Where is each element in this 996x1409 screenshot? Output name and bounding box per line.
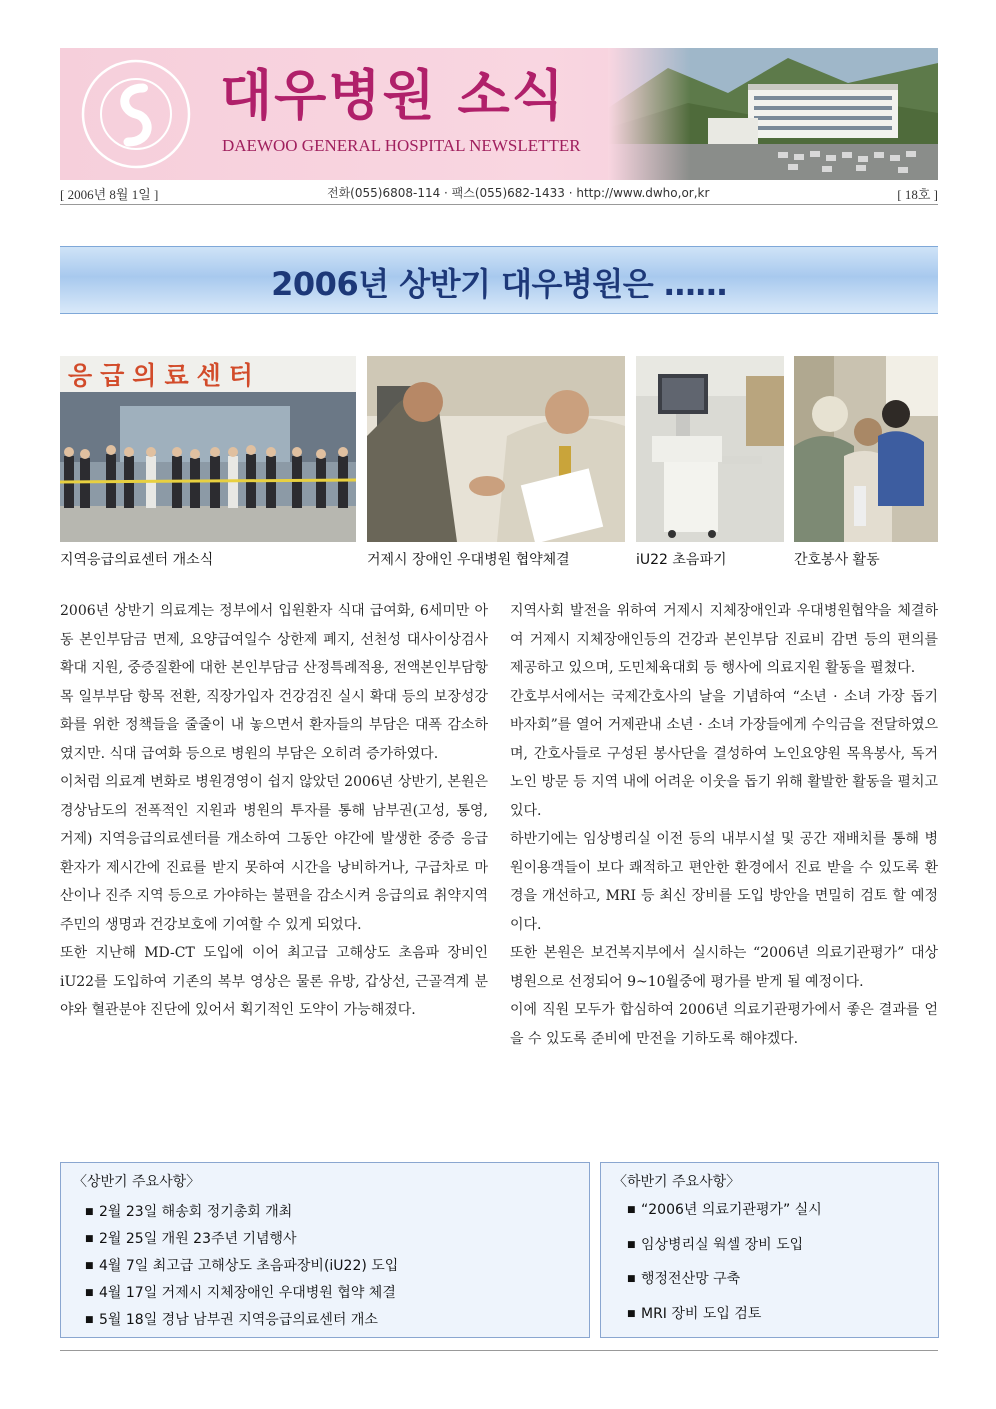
photo-nursing-volunteer	[794, 356, 938, 542]
list-item: ■ 행정전산망 구축	[627, 1262, 822, 1297]
article-paragraph: 이에 직원 모두가 합심하여 2006년 의료기관평가에서 좋은 결과를 얻을 수 있도록 준비에 만전을 기하도록 해야겠다.	[510, 1002, 938, 1047]
newsletter-subtitle: DAEWOO GENERAL HOSPITAL NEWSLETTER	[222, 136, 581, 155]
list-item: ■ 4월 7일 최고급 고해상도 초음파장비(iU22) 도입	[85, 1253, 398, 1280]
article-left-column	[60, 597, 488, 1025]
second-half-summary-box	[600, 1162, 939, 1338]
photo-agreement-signing	[367, 356, 625, 542]
second-half-title: 〈하반기 주요사항〉	[613, 1174, 741, 1190]
first-half-summary-box	[60, 1162, 590, 1338]
footer-divider	[60, 1350, 938, 1351]
photo-caption: 간호봉사 활동	[794, 552, 880, 568]
article-paragraph: 2006년 상반기 의료계는 정부에서 입원환자 식대 급여화, 6세미만 아동 본인부담금 면제, 요양급여일수 상한제 폐지, 선천성 대사이상검사 확대 지원, 중증질환에 대한 본인부담금 산정특례적용, 전액본인부담항목 일부부담 항목 전환, 직장가입자 건강검진 실시 확대 등의 보장성강화를 위한 정책들을 줄줄이 내 놓으면서 환자들의 부담은 대폭 감소하였지만. 식대 급여화 등으로 병원의 부담은 오히려 증가하였다.	[60, 603, 488, 762]
hospital-building-photo	[608, 48, 938, 180]
photo-caption: 지역응급의료센터 개소식	[60, 552, 214, 568]
hospital-logo-emblem	[80, 58, 192, 170]
first-half-title: 〈상반기 주요사항〉	[73, 1174, 201, 1190]
headline-banner	[60, 246, 938, 314]
masthead	[60, 48, 938, 180]
article-paragraph: 간호부서에서는 국제간호사의 날을 기념하여 “소년 · 소녀 가장 돕기 바자회”를 열어 거제관내 소년 · 소녀 가장들에게 수익금을 전달하였으며, 간호사들로 구성된 봉사단을 결성하여 노인요양원 목욕봉사, 독거노인 방문 등 지역 내에 어려운 이웃을 돕기 위해 활발한 활동을 펼치고 있다.	[510, 688, 938, 819]
list-item: ■ MRI 장비 도입 검토	[627, 1297, 822, 1332]
hospital-logo	[80, 58, 192, 170]
article-paragraph: 또한 지난해 MD-CT 도입에 이어 최고급 고해상도 초음파 장비인 iU22를 도입하여 기존의 복부 영상은 물론 유방, 갑상선, 근골격계 분야와 혈관분야 진단에 있어서 획기적인 도약이 가능해졌다.	[60, 945, 488, 1018]
article-paragraph: 하반기에는 임상병리실 이전 등의 내부시설 및 공간 재배치를 통해 병원이용객들이 보다 쾌적하고 편안한 환경에서 진료 받을 수 있도록 환경을 개선하고, MRI 등 최신 장비를 도입 방안을 면밀히 검토 할 예정이다.	[510, 831, 938, 933]
article-right-column	[510, 597, 938, 1053]
contact-info: 전화(055)6808-114 · 팩스(055)682-1433 · http://www.dwho,or,kr	[327, 186, 710, 200]
list-item: ■ 2월 23일 해송회 정기총회 개최	[85, 1199, 398, 1226]
list-item: ■ 임상병리실 웍셀 장비 도입	[627, 1228, 822, 1263]
photo-caption: iU22 초음파기	[636, 552, 727, 568]
issue-info-bar	[60, 180, 938, 205]
second-half-list	[627, 1193, 822, 1331]
issue-number: [ 18호 ]	[897, 187, 938, 202]
article-paragraph: 이처럼 의료계 변화로 병원경영이 쉽지 않았던 2006년 상반기, 본원은 경상남도의 전폭적인 지원과 병원의 투자를 통해 남부권(고성, 통영, 거제) 지역응급의료센터를 개소하여 그동안 야간에 발생한 중증 응급환자가 제시간에 진료를 받지 못하여 시간을 낭비하거나, 구급차로 마산이나 진주 지역 등으로 가야하는 불편을 감소시켜 응급의료 취약지역 주민의 생명과 건강보호에 기여할 수 있게 되었다.	[60, 774, 488, 933]
newsletter-title: 대우병원 소식	[220, 64, 566, 127]
list-item: ■ 2월 25일 개원 23주년 기념행사	[85, 1226, 398, 1253]
article-paragraph: 지역사회 발전을 위하여 거제시 지체장애인과 우대병원협약을 체결하여 거제시 지체장애인등의 건강과 본인부담 진료비 감면 등의 편의를 제공하고 있으며, 도민체육대회 등 행사에 의료지원 활동을 펼쳤다.	[510, 603, 938, 676]
list-item: ■ “2006년 의료기관평가” 실시	[627, 1193, 822, 1228]
issue-date: [ 2006년 8월 1일 ]	[60, 187, 159, 202]
photo-ultrasound-machine	[636, 356, 784, 542]
list-item: ■ 5월 18일 경남 남부권 지역응급의료센터 개소	[85, 1307, 398, 1334]
first-half-list	[85, 1199, 398, 1334]
photo-ribbon-cutting	[60, 356, 356, 542]
photo-caption: 거제시 장애인 우대병원 협약체결	[367, 552, 570, 568]
list-item: ■ 4월 17일 거제시 지체장애인 우대병원 협약 체결	[85, 1280, 398, 1307]
article-paragraph: 또한 본원은 보건복지부에서 실시하는 “2006년 의료기관평가” 대상병원으로 선정되어 9~10월중에 평가를 받게 될 예정이다.	[510, 945, 938, 990]
headline: 2006년 상반기 대우병원은 ……	[271, 265, 727, 303]
sign-text: 응급의료센터	[68, 361, 261, 390]
